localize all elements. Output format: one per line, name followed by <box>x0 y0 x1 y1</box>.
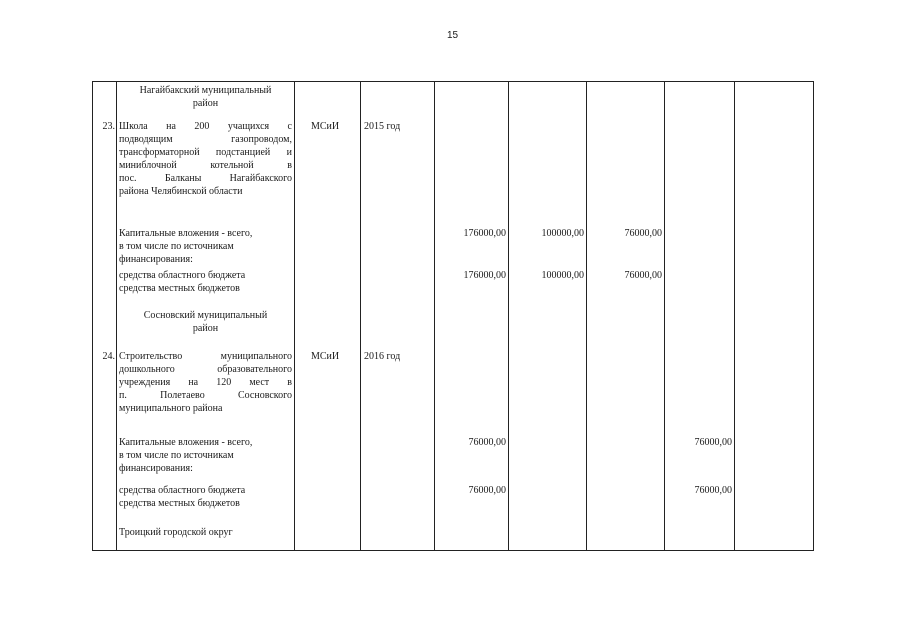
column-divider <box>508 82 509 550</box>
responsible-agency: МСиИ <box>311 121 340 132</box>
local-budget-label: средства местных бюджетов <box>119 283 240 294</box>
item-name: Школа на 200 учащихся с подводящим газопроводом, трансформаторной подстанцией и миниблочной котельной в пос. Балканы Нагайбакского района Челябинской области <box>119 121 292 197</box>
column-divider <box>360 82 361 550</box>
capital-investments-label: Капитальные вложения - всего, в том числе по источникам финансирования: <box>119 228 253 265</box>
capital-investments-label: Капитальные вложения - всего, в том числе по источникам финансирования: <box>119 437 253 474</box>
column-divider <box>116 82 117 550</box>
regional-total-value: 76000,00 <box>468 485 506 496</box>
implementation-year: 2015 год <box>364 121 401 132</box>
region-title: Сосновский муниципальный район <box>143 310 268 334</box>
capital-total-value: 76000,00 <box>468 437 506 448</box>
column-divider <box>434 82 435 550</box>
capital-year2-value: 76000,00 <box>624 228 662 239</box>
regional-budget-label: средства областного бюджета <box>119 485 246 496</box>
regional-budget-label: средства областного бюджета <box>119 270 246 281</box>
capital-year1-value: 100000,00 <box>541 228 584 239</box>
column-divider <box>734 82 735 550</box>
row-number: 23. <box>102 121 115 132</box>
implementation-year: 2016 год <box>364 351 401 362</box>
page-number: 15 <box>446 30 459 41</box>
item-name: Строительство муниципального дошкольного образовательного учреждения на 120 мест в п. Полетаево Сосновского муниципального района <box>119 351 292 414</box>
capital-total-value: 176000,00 <box>463 228 506 239</box>
regional-year1-value: 100000,00 <box>541 270 584 281</box>
budget-table <box>92 81 814 551</box>
regional-year2-value: 76000,00 <box>624 270 662 281</box>
region-title: Троицкий городской округ <box>119 527 233 538</box>
regional-total-value: 176000,00 <box>463 270 506 281</box>
responsible-agency: МСиИ <box>311 351 340 362</box>
column-divider <box>586 82 587 550</box>
column-divider <box>294 82 295 550</box>
regional-year3-value: 76000,00 <box>694 485 732 496</box>
local-budget-label: средства местных бюджетов <box>119 498 240 509</box>
column-divider <box>664 82 665 550</box>
region-title: Нагайбакский муниципальный район <box>139 85 272 109</box>
row-number: 24. <box>102 351 115 362</box>
capital-year3-value: 76000,00 <box>694 437 732 448</box>
